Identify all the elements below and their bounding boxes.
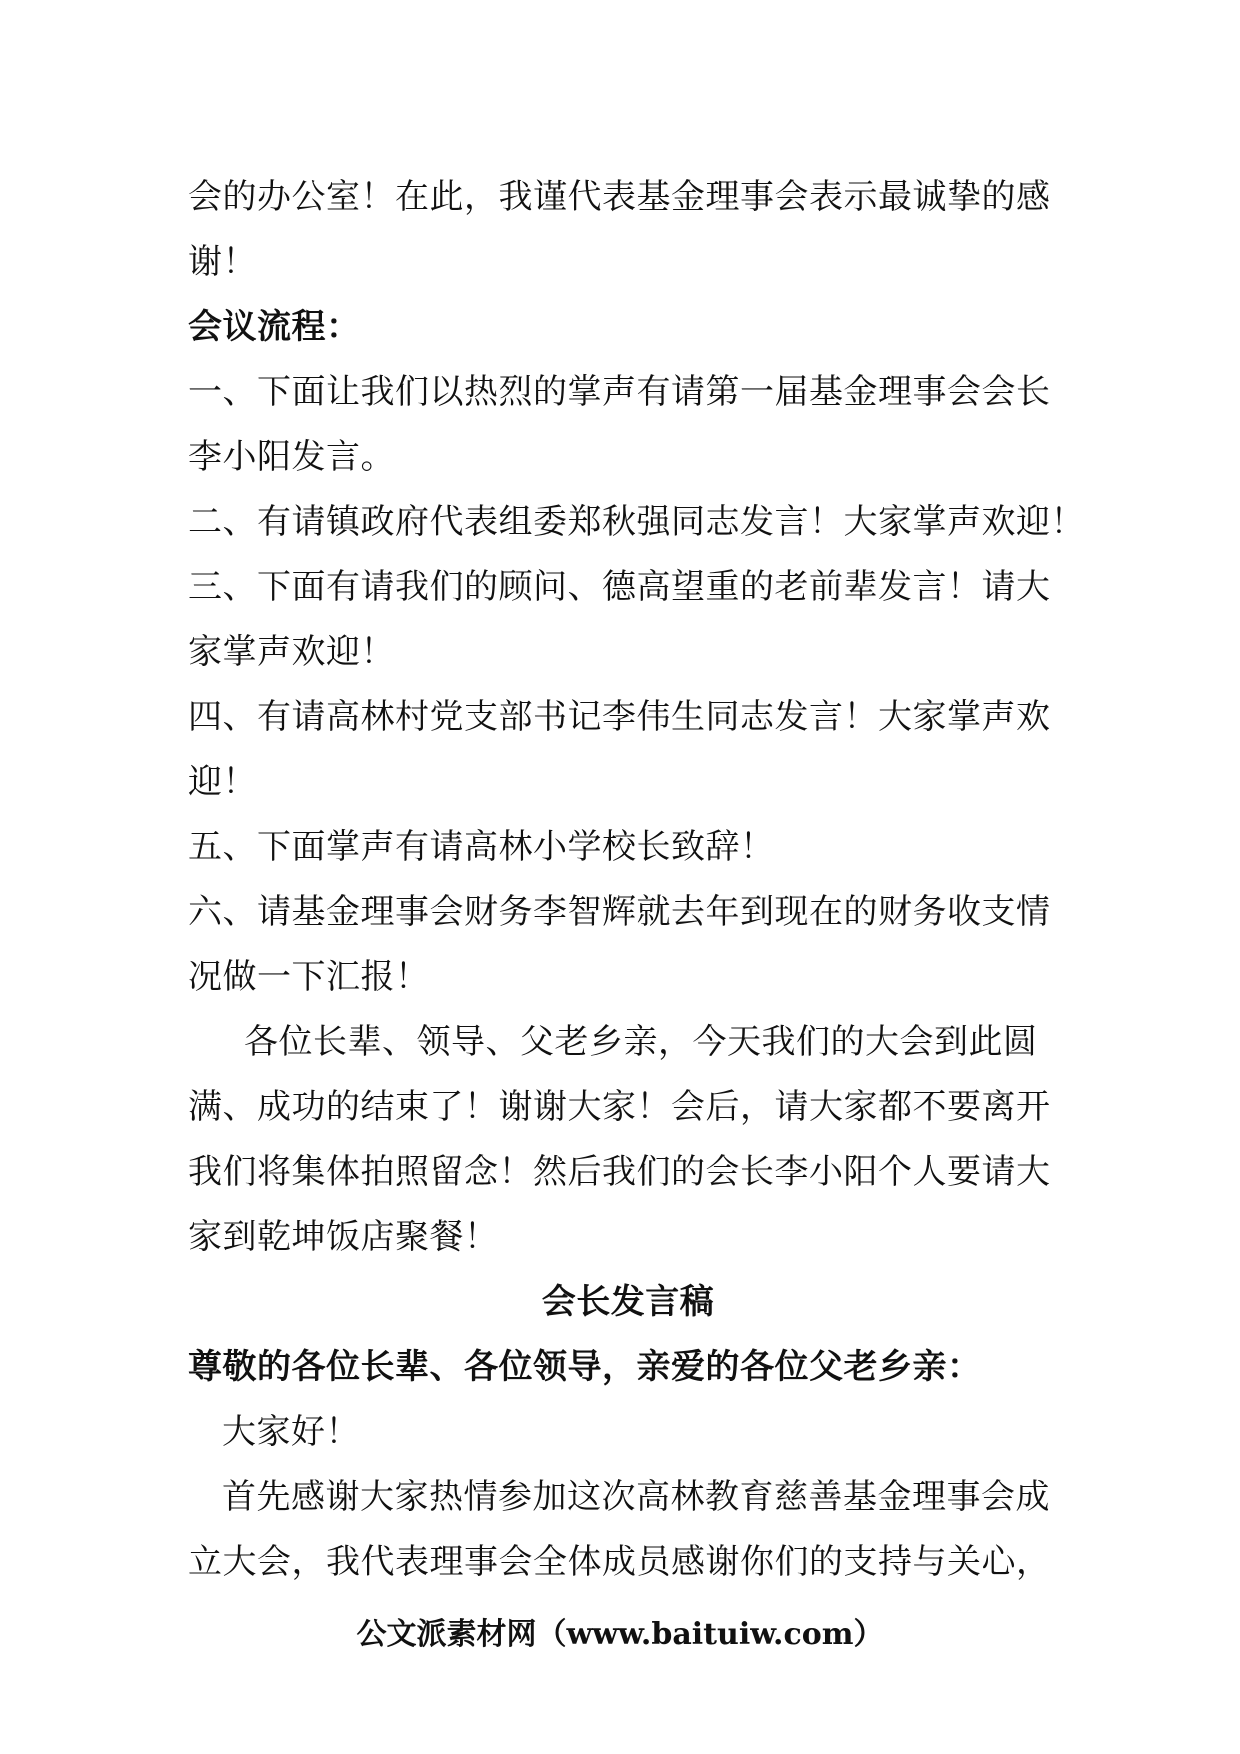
text-line: 各位长辈、领导、父老乡亲，今天我们的大会到此圆 <box>244 1022 1038 1062</box>
text-line: 一、下面让我们以热烈的掌声有请第一届基金理事会会长 <box>188 372 1051 412</box>
text-line: 三、下面有请我们的顾问、德高望重的老前辈发言！请大 <box>188 567 1051 607</box>
text-line: 我们将集体拍照留念！然后我们的会长李小阳个人要请大 <box>188 1152 1051 1192</box>
speech-title: 会长发言稿 <box>541 1282 715 1322</box>
text-line: 况做一下汇报！ <box>188 957 430 997</box>
section-heading: 会议流程： <box>188 307 361 347</box>
text-line: 五、下面掌声有请高林小学校长致辞！ <box>188 827 775 867</box>
text-line: 会的办公室！在此，我谨代表基金理事会表示最诚挚的感 <box>188 177 1051 217</box>
text-line: 四、有请高林村党支部书记李伟生同志发言！大家掌声欢 <box>188 697 1051 737</box>
footer-watermark: 公文派素材网（www.baituiw.com） <box>356 1617 884 1652</box>
text-line: 李小阳发言。 <box>188 437 395 477</box>
text-line: 满、成功的结束了！谢谢大家！会后，请大家都不要离开 <box>188 1087 1051 1127</box>
document-page <box>188 165 1085 1595</box>
text-line: 六、请基金理事会财务李智辉就去年到现在的财务收支情 <box>188 892 1051 932</box>
salutation: 尊敬的各位长辈、各位领导，亲爱的各位父老乡亲： <box>188 1347 982 1387</box>
text-line: 首先感谢大家热情参加这次高林教育慈善基金理事会成 <box>222 1477 1050 1517</box>
text-line: 二、有请镇政府代表组委郑秋强同志发言！大家掌声欢迎！ <box>188 502 1085 542</box>
text-line: 家掌声欢迎！ <box>188 632 395 672</box>
text-line: 谢！ <box>188 242 257 282</box>
text-line: 迎！ <box>188 762 257 802</box>
text-line: 家到乾坤饭店聚餐！ <box>188 1217 499 1257</box>
text-line: 大家好！ <box>222 1412 360 1452</box>
text-line: 立大会，我代表理事会全体成员感谢你们的支持与关心， <box>188 1542 1051 1582</box>
